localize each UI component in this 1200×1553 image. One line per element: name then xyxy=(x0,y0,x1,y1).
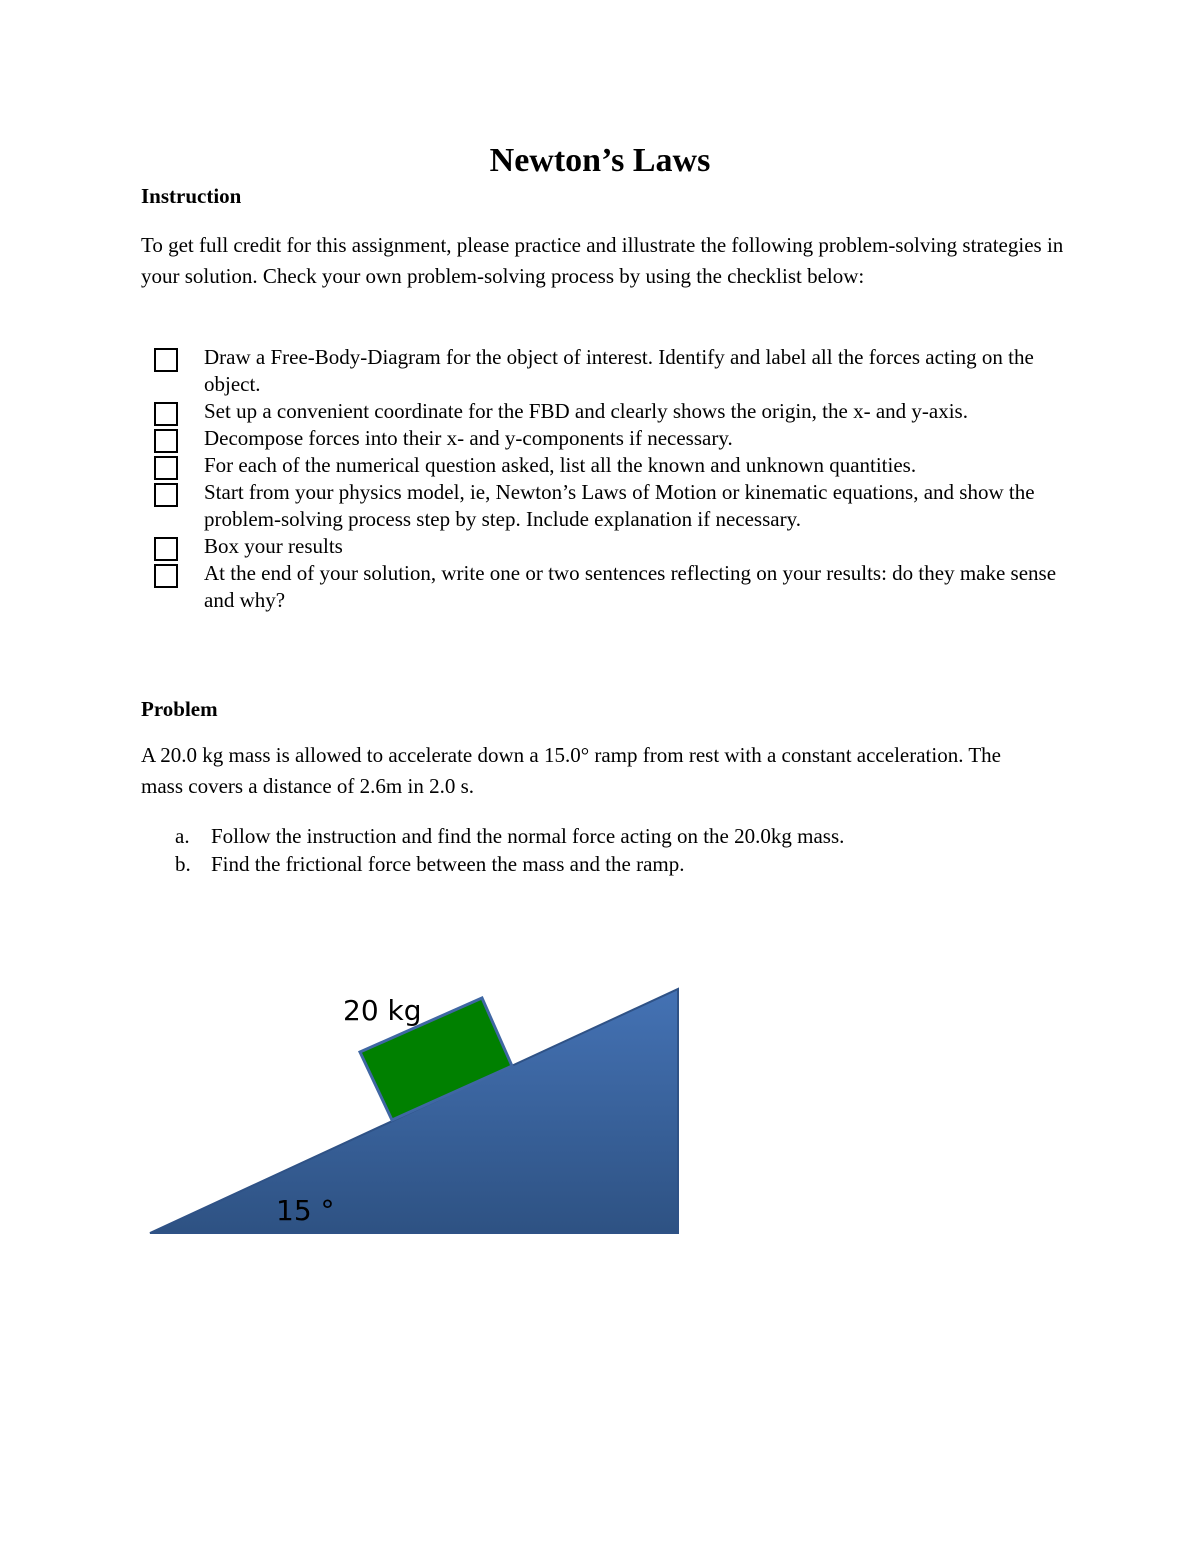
checkbox-icon[interactable] xyxy=(154,483,178,507)
checklist-item xyxy=(141,533,1071,560)
angle-label: 15 ° xyxy=(276,1194,335,1227)
page-title: Newton’s Laws xyxy=(489,142,711,179)
question-item-a xyxy=(141,822,1071,850)
checkbox-icon[interactable] xyxy=(154,429,178,453)
checklist-item xyxy=(141,560,1071,614)
checklist-item xyxy=(141,452,1071,479)
checkbox-icon[interactable] xyxy=(154,348,178,372)
checklist-item-text: Set up a convenient coordinate for the FBD and clearly shows the origin, the x- and y-axis. xyxy=(204,399,968,423)
mass-label: 20 kg xyxy=(343,994,422,1027)
checkbox-icon[interactable] xyxy=(154,402,178,426)
checkbox-icon[interactable] xyxy=(154,456,178,480)
question-item-b xyxy=(141,850,1071,878)
question-text: Follow the instruction and find the normal force acting on the 20.0kg mass. xyxy=(211,824,845,848)
checkbox-icon[interactable] xyxy=(154,564,178,588)
checklist-item-text: Start from your physics model, ie, Newton’s Laws of Motion or kinematic equations, and show the problem-solving process step by step. Include explanation if necessary. xyxy=(204,480,1035,531)
question-text: Find the frictional force between the mass and the ramp. xyxy=(211,852,685,876)
checklist-item-text: Decompose forces into their x- and y-components if necessary. xyxy=(204,426,733,450)
checkbox-icon[interactable] xyxy=(154,537,178,561)
checklist xyxy=(141,344,1071,614)
checklist-item-text: Box your results xyxy=(204,534,343,558)
ramp-diagram xyxy=(140,980,700,1250)
question-list xyxy=(141,822,1071,878)
checklist-item-text: For each of the numerical question asked, list all the known and unknown quantities. xyxy=(204,453,917,477)
question-marker: b. xyxy=(175,852,191,876)
instruction-heading: Instruction xyxy=(141,184,242,208)
problem-statement: A 20.0 kg mass is allowed to accelerate down a 15.0° ramp from rest with a constant acceleration. The mass covers a distance of 2.6m in 2.0 s. xyxy=(141,743,1001,798)
problem-heading: Problem xyxy=(141,697,218,721)
checklist-item-text: At the end of your solution, write one or two sentences reflecting on your results: do they make sense and why? xyxy=(204,561,1057,612)
checklist-item-text: Draw a Free-Body-Diagram for the object of interest. Identify and label all the forces acting on the object. xyxy=(204,345,1034,396)
checklist-item xyxy=(141,344,1071,398)
checklist-item xyxy=(141,398,1071,425)
instruction-intro: To get full credit for this assignment, please practice and illustrate the following problem-solving strategies in your solution. Check your own problem-solving process by using the checklist below: xyxy=(141,233,1064,288)
question-marker: a. xyxy=(175,824,190,848)
checklist-item xyxy=(141,425,1071,452)
checklist-item xyxy=(141,479,1071,533)
